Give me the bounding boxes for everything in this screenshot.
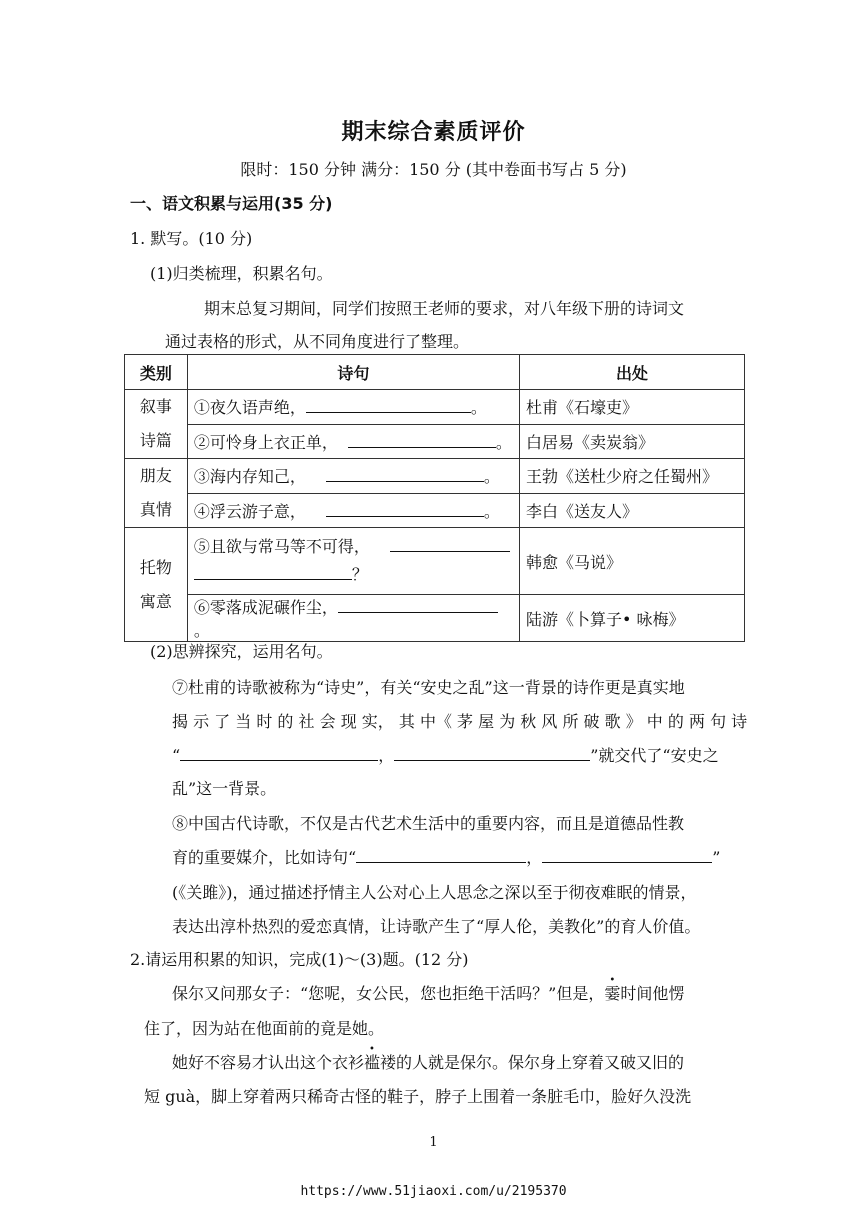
category-cell [125,528,188,642]
table-row [125,390,745,425]
category-label: 托物 [139,557,172,577]
passage-text [172,981,684,1004]
question-7-text: ⑦杜甫的诗歌被称为“诗史”，有关“安史之乱”这一背景的诗作更是真实地 [172,678,685,697]
poem-punct: 。 [483,501,500,521]
page-number: 1 [429,1135,438,1150]
category-label: 朋友 [139,466,172,485]
source-cell: 韩愈《马说》 [519,528,744,595]
category-cell [125,390,188,459]
category-label: 叙事 [139,397,172,416]
passage-text: 时间他愣 [620,984,685,1003]
poem-table [124,354,745,642]
category-label: 诗篇 [139,431,172,450]
poem-punct: ？ [351,565,368,584]
question-8-blanks [172,845,720,868]
passage-text: 褛的人就是保尔。保尔身上穿着又破又旧的 [380,1053,685,1072]
table-row [125,424,745,459]
passage-text: 她好不容易才认出这个衣衫 [172,1053,365,1072]
comma: ， [378,746,395,765]
answer-blank[interactable] [542,848,712,863]
comma: ， [526,848,543,867]
answer-blank[interactable] [356,848,526,863]
poem-cell [187,493,519,528]
passage-text: 住了，因为站在他面前的竟是她。 [144,1019,385,1038]
answer-blank[interactable] [194,565,352,580]
poem-text: ③海内存知己， [193,467,306,487]
question-8-text: (《关雎》)，通过描述抒情主人公对心上人思念之深以至于彻夜难眠的情景， [172,883,697,902]
poem-text: ②可怜身上衣正单， [193,432,338,452]
intro-text: 期末总复习期间，同学们按照王老师的要求，对八年级下册的诗词文 [204,299,685,318]
question-7-blanks [172,743,719,766]
dotted-char: 霎 [604,984,621,1003]
poem-cell [187,528,519,595]
poem-punct: 。 [470,398,487,418]
question-7-text: ”就交代了“安史之 [590,746,719,765]
table-row [125,528,745,595]
question-8-text: ⑧中国古代诗歌，不仅是古代艺术生活中的重要内容，而且是道德品性教 [172,814,685,833]
exam-info: 限时：150 分钟 满分：150 分 (其中卷面书写占 5 分) [240,160,627,179]
source-cell: 白居易《卖炭翁》 [519,424,744,459]
table-header: 出处 [519,355,744,390]
poem-cell [187,595,519,642]
source-cell: 王勃《送杜少府之任蜀州》 [519,459,744,494]
question-8-text: 育的重要媒介，比如诗句“ [172,848,357,867]
answer-blank[interactable] [306,398,471,413]
source-cell: 陆游《卜算子• 咏梅》 [519,595,744,642]
answer-blank[interactable] [348,433,496,448]
poem-text: ①夜久语声绝， [193,398,306,418]
table-header: 类别 [125,355,188,390]
question-7-text: 乱”这一背景。 [172,779,277,798]
poem-cell [187,390,519,425]
poem-cell [187,424,519,459]
source-cell: 李白《送友人》 [519,493,744,528]
table-row [125,459,745,494]
question-7-text: 揭 示 了 当 时 的 社 会 现 实， 其 中《 茅 屋 为 秋 风 所 破 歌 》 中 的 两 句 诗 [172,712,748,731]
table-header: 诗句 [187,355,519,390]
category-label: 寓意 [139,591,172,611]
page-title: 期末综合素质评价 [341,120,526,145]
answer-blank[interactable] [326,502,484,517]
question-1-part-1: (1)归类梳理，积累名句。 [150,264,333,283]
poem-punct: 。 [495,432,512,452]
answer-blank[interactable] [394,746,590,761]
poem-text: ⑥零落成泥碾作尘， [193,598,338,617]
answer-blank[interactable] [180,746,378,761]
passage-text [172,1050,684,1073]
quote-mark: “ [172,746,181,765]
passage-text: 保尔又问那女子：“您呢，女公民，您也拒绝干活吗？”但是， [172,984,605,1003]
poem-punct: 。 [193,621,210,640]
category-cell [125,459,188,528]
question-2-label: 2.请运用积累的知识，完成(1)～(3)题。(12 分) [130,950,469,969]
dotted-char: 褴 [364,1053,381,1072]
section-heading: 一、语文积累与运用(35 分) [130,194,333,213]
answer-blank[interactable] [326,467,484,482]
poem-punct: 。 [483,467,500,487]
table-row [125,493,745,528]
passage-text: 短 guà，脚上穿着两只稀奇古怪的鞋子，脖子上围着一条脏毛巾，脸好久没洗 [144,1087,692,1106]
footer-url[interactable]: https://www.51jiaoxi.com/u/2195370 [300,1184,567,1199]
question-1-label: 1. 默写。(10 分) [130,229,253,248]
quote-mark: ” [712,848,721,867]
source-cell: 杜甫《石壕吏》 [519,390,744,425]
question-8-text: 表达出淳朴热烈的爱恋真情，让诗歌产生了“厚人伦，美教化”的育人价值。 [172,917,701,936]
table-row [125,595,745,642]
question-1-part-2: (2)思辨探究，运用名句。 [150,642,333,661]
intro-text: 通过表格的形式，从不同角度进行了整理。 [165,332,470,351]
poem-text: ④浮云游子意， [193,501,306,521]
answer-blank[interactable] [338,598,498,613]
poem-text: ⑤且欲与常马等不可得， [193,537,370,556]
poem-cell [187,459,519,494]
answer-blank[interactable] [390,537,510,552]
category-label: 真情 [139,500,172,519]
